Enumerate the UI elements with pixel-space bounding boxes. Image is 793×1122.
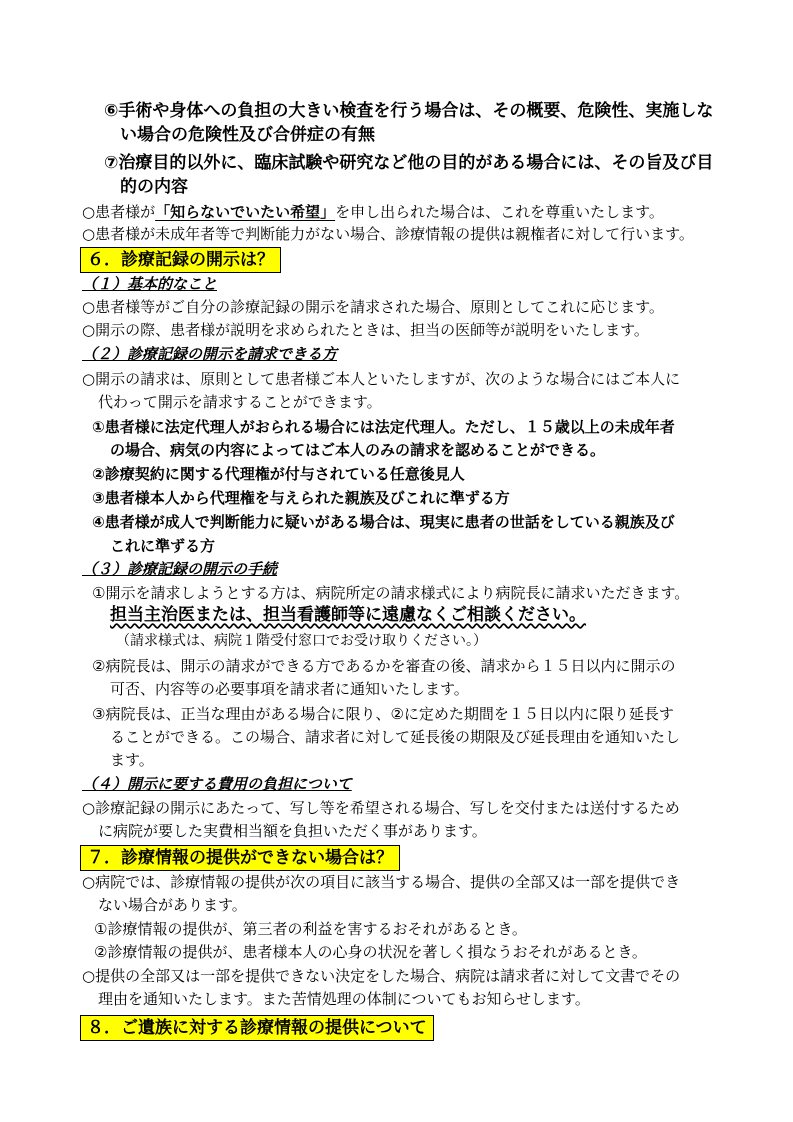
- s3-form-note: （請求様式は、病院１階受付窓口でお受け取りください。）: [116, 633, 487, 649]
- subsection-2-heading: （２）診療記録の開示を請求できる方: [82, 345, 338, 363]
- subsection-1-heading: （１）基本的なこと: [82, 275, 218, 293]
- section-7-heading: ７．診療情報の提供ができない場合は？: [80, 845, 400, 871]
- wish-pre: ○患者様が: [82, 203, 156, 221]
- s2-item2: ②診療契約に関する代理権が付与されている任意後見人: [92, 465, 465, 483]
- s7-line3: ○提供の全部又は一部を提供できない決定をした場合、病院は請求者に対して文書でその: [82, 967, 681, 985]
- s2-item4-line2: これに準ずる方: [110, 537, 216, 555]
- subsection-4-heading: （４）開示に要する費用の負担について: [82, 775, 352, 793]
- item-6-line1: ⑥手術や身体への負担の大きい検査を行う場合は、その概要、危険性、実施しな: [104, 101, 714, 121]
- s2-line2: 代わって開示を請求することができます。: [98, 393, 382, 411]
- s4-line1: ○診療記録の開示にあたって、写し等を希望される場合、写しを交付または送付するため: [82, 799, 680, 817]
- s2-item1-line2: の場合、病気の内容によってはご本人のみの請求を認めることができる。: [110, 441, 606, 459]
- item-6-line2: い場合の危険性及び合併症の有無: [120, 125, 375, 145]
- s2-item3: ③患者様本人から代理権を与えられた親族及びこれに準ずる方: [92, 489, 510, 507]
- subsection-3-heading: （３）診療記録の開示の手続: [82, 560, 278, 578]
- s3-item2-line2: 可否、内容等の必要事項を請求者に通知いたします。: [110, 680, 469, 698]
- s7-line2: ない場合があります。: [98, 896, 247, 914]
- s7-item2: ②診療情報の提供が、患者様本人の心身の状況を著しく損なうおそれがあるとき。: [94, 943, 647, 961]
- item-7-line1: ⑦治療目的以外に、臨床試験や研究など他の目的がある場合には、その旨及び目: [104, 153, 714, 173]
- wish-post: を申し出られた場合は、これを尊重いたします。: [335, 203, 664, 221]
- s3-consult-note: 担当主治医または、担当看護師等に遠慮なくご相談ください。: [110, 605, 586, 625]
- s3-item3-line2: ることができる。この場合、請求者に対して延長後の期限及び延長理由を通知いたし: [110, 728, 681, 746]
- s3-item3-line3: ます。: [110, 751, 154, 769]
- section-8-heading: ８．ご遺族に対する診療情報の提供について: [80, 1015, 434, 1041]
- s3-item2-line1: ②病院長は、開示の請求ができる方であるかを審査の後、請求から１５日以内に開示の: [92, 657, 676, 675]
- s2-line1: ○開示の請求は、原則として患者様ご本人といたしますが、次のような場合にはご本人に: [82, 370, 681, 388]
- item-7-line2: 的の内容: [120, 177, 188, 197]
- s3-item1: ①開示を請求しようとする方は、病院所定の請求様式により病院長に請求いただきます。: [92, 584, 690, 602]
- s7-item1: ①診療情報の提供が、第三者の利益を害するおそれがあるとき。: [94, 920, 527, 938]
- s1-line1: ○患者様等がご自分の診療記録の開示を請求された場合、原則としてこれに応じます。: [82, 298, 664, 316]
- wish-emphasis: 「知らないでいたい希望」: [155, 203, 336, 221]
- s7-line4: 理由を通知いたします。また苦情処理の体制についてもお知らせします。: [98, 990, 590, 1008]
- s2-item4-line1: ④患者様が成人で判断能力に疑いがある場合は、現実に患者の世話をしている親族及び: [92, 513, 675, 531]
- s4-line2: に病院が要した実費相当額を負担いただく事があります。: [98, 822, 487, 840]
- s1-line2: ○開示の際、患者様が説明を求められたときは、担当の医師等が説明をいたします。: [82, 321, 649, 339]
- wish-paragraph: [82, 201, 664, 223]
- section-6-heading: ６．診療記録の開示は？: [80, 247, 281, 273]
- s2-item1-line1: ①患者様に法定代理人がおられる場合には法定代理人。ただし、１５歳以上の未成年者: [92, 418, 675, 436]
- s3-item3-line1: ③病院長は、正当な理由がある場合に限り、②に定めた期間を１５日以内に限り延長す: [92, 705, 674, 723]
- s7-line1: ○病院では、診療情報の提供が次の項目に該当する場合、提供の全部又は一部を提供でき: [82, 873, 681, 891]
- minor-paragraph: ○患者様が未成年者等で判断能力がない場合、診療情報の提供は親権者に対して行います。: [82, 225, 694, 243]
